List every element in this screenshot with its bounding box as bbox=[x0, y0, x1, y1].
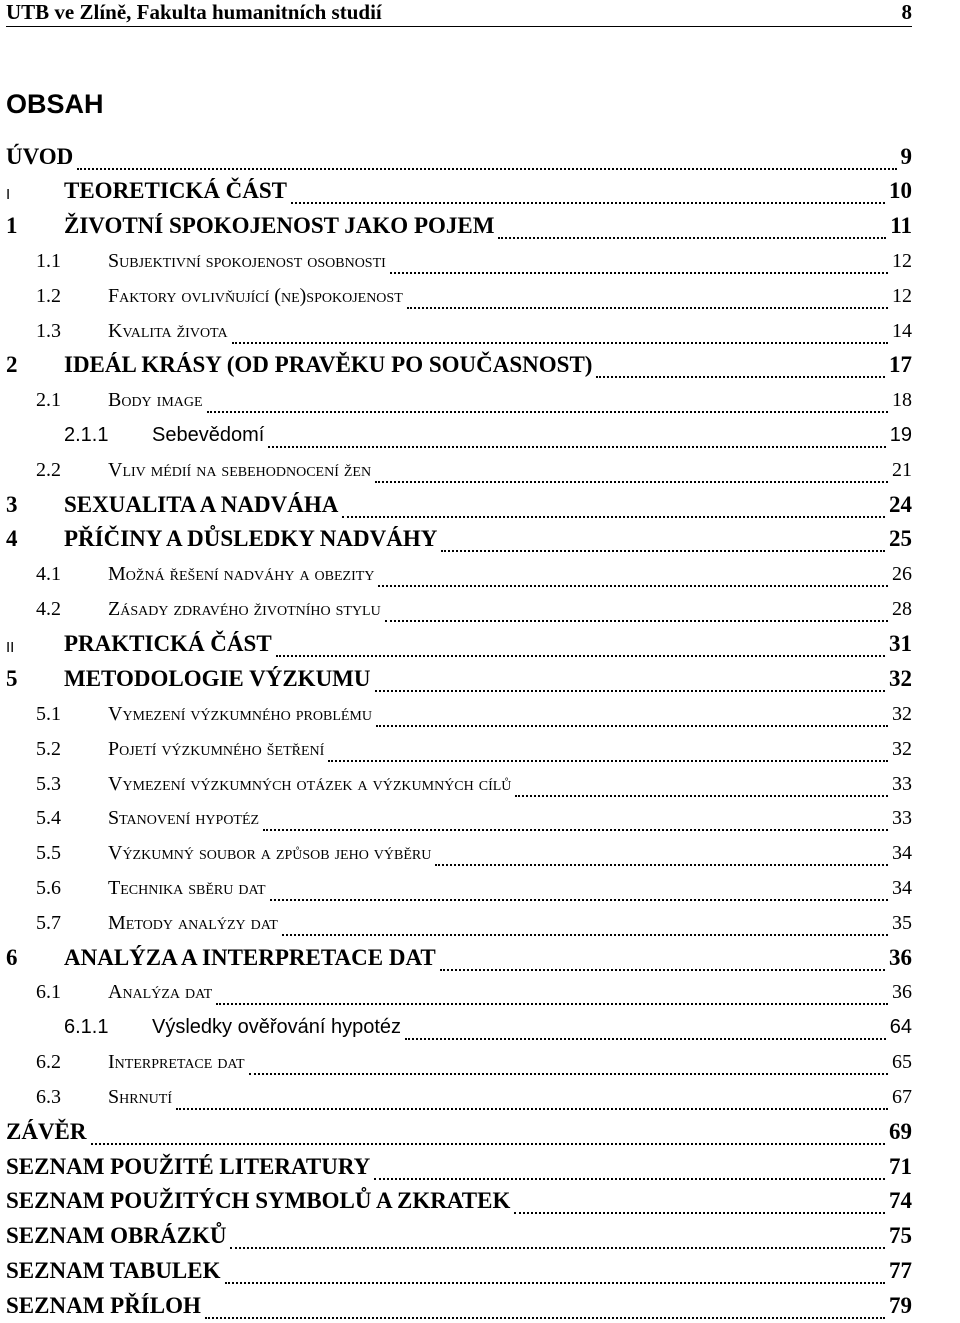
toc-entry-number: 5.6 bbox=[36, 877, 61, 899]
toc-entry-title: Stanovení hypotéz bbox=[108, 807, 260, 829]
toc-entry-page: 34 bbox=[892, 842, 912, 864]
dot-leader bbox=[375, 457, 888, 483]
toc-entry-title: IDEÁL KRÁSY (OD PRAVĚKU PO SOUČASNOST) bbox=[64, 352, 593, 377]
toc-entry-page: 25 bbox=[889, 526, 912, 551]
dot-leader bbox=[270, 875, 888, 901]
toc-entry[interactable] bbox=[0, 352, 912, 382]
toc-entry[interactable] bbox=[0, 213, 912, 243]
toc-entry[interactable] bbox=[0, 979, 912, 1009]
dot-leader bbox=[405, 1014, 886, 1040]
toc-entry-title: PŘÍČINY A DŮSLEDKY NADVÁHY bbox=[64, 526, 438, 551]
toc-entry-page: 65 bbox=[892, 1051, 912, 1073]
toc-entry-number: 5 bbox=[6, 666, 18, 691]
toc-entry-page: 36 bbox=[889, 945, 912, 970]
toc-entry-number: 1 bbox=[6, 213, 18, 238]
toc-entry-page: 12 bbox=[892, 250, 912, 272]
toc-entry-page: 32 bbox=[892, 703, 912, 725]
toc-entry-number: 2.1 bbox=[36, 389, 61, 411]
toc-entry-page: 19 bbox=[889, 424, 912, 446]
toc-entry-number: 6 bbox=[6, 945, 18, 970]
toc-entry[interactable] bbox=[0, 457, 912, 487]
toc-entry[interactable] bbox=[0, 1258, 912, 1288]
toc-entry-title: Faktory ovlivňující (ne)spokojenost bbox=[108, 285, 403, 307]
dot-leader bbox=[91, 1119, 885, 1145]
header-title: UTB ve Zlíně, Fakulta humanitních studií bbox=[6, 0, 382, 24]
toc-entry-number: II bbox=[6, 639, 15, 656]
dot-leader bbox=[374, 1154, 885, 1180]
toc-entry-page: 75 bbox=[889, 1223, 912, 1248]
toc-entry[interactable] bbox=[0, 492, 912, 522]
toc-entry-number: 5.3 bbox=[36, 773, 61, 795]
dot-leader bbox=[514, 1188, 885, 1214]
toc-entry-title: TEORETICKÁ ČÁST bbox=[64, 178, 288, 203]
toc-entry-number: 6.1.1 bbox=[64, 1016, 109, 1038]
dot-leader bbox=[385, 596, 888, 622]
toc-entry-title: Technika sběru dat bbox=[108, 877, 266, 899]
toc-entry-page: 24 bbox=[889, 492, 912, 517]
toc-entry-title: SEZNAM TABULEK bbox=[6, 1258, 221, 1283]
toc-entry-number: 2 bbox=[6, 352, 18, 377]
toc-entry[interactable] bbox=[0, 631, 912, 661]
dot-leader bbox=[176, 1084, 888, 1110]
toc-entry[interactable] bbox=[0, 945, 912, 975]
toc-entry-number: 5.5 bbox=[36, 842, 61, 864]
toc-entry[interactable] bbox=[0, 178, 912, 208]
toc-entry[interactable] bbox=[0, 422, 912, 452]
dot-leader bbox=[407, 283, 888, 309]
toc-entry[interactable] bbox=[0, 1154, 912, 1184]
toc-entry-page: 11 bbox=[890, 213, 912, 238]
toc-entry-title: Kvalita života bbox=[108, 320, 228, 342]
dot-leader bbox=[216, 979, 888, 1005]
toc-entry-page: 35 bbox=[892, 912, 912, 934]
toc-entry-number: 6.2 bbox=[36, 1051, 61, 1073]
toc-entry-page: 79 bbox=[889, 1293, 912, 1318]
toc-entry-page: 21 bbox=[892, 459, 912, 481]
dot-leader bbox=[498, 213, 886, 239]
toc-entry-title: Výzkumný soubor a způsob jeho výběru bbox=[108, 842, 432, 864]
dot-leader bbox=[342, 492, 885, 518]
toc-entry-title: PRAKTICKÁ ČÁST bbox=[64, 631, 272, 656]
toc-entry-title: ANALÝZA A INTERPRETACE DAT bbox=[64, 945, 436, 970]
toc-entry-page: 77 bbox=[889, 1258, 912, 1283]
toc-entry-page: 67 bbox=[892, 1086, 912, 1108]
dot-leader bbox=[440, 945, 885, 971]
toc-entry-title: Zásady zdravého životního stylu bbox=[108, 598, 381, 620]
toc-entry[interactable] bbox=[0, 1014, 912, 1044]
toc-entry-page: 36 bbox=[892, 981, 912, 1003]
dot-leader bbox=[390, 248, 888, 274]
toc-entry-page: 69 bbox=[889, 1119, 912, 1144]
toc-entry-title: Vliv médií na sebehodnocení žen bbox=[108, 459, 372, 481]
toc-entry-page: 12 bbox=[892, 285, 912, 307]
toc-entry[interactable] bbox=[0, 387, 912, 417]
toc-entry[interactable] bbox=[0, 596, 912, 626]
toc-entry-page: 33 bbox=[892, 773, 912, 795]
toc-entry-page: 17 bbox=[889, 352, 912, 377]
toc-heading: OBSAH bbox=[6, 89, 104, 119]
dot-leader bbox=[435, 840, 888, 866]
toc-entry-number: 5.4 bbox=[36, 807, 61, 829]
toc-entry-title: Interpretace dat bbox=[108, 1051, 245, 1073]
toc-entry-number: 4.1 bbox=[36, 563, 61, 585]
dot-leader bbox=[225, 1258, 885, 1284]
toc-entry-title: ŽIVOTNÍ SPOKOJENOST JAKO POJEM bbox=[64, 213, 495, 238]
toc-entry-title: Subjektivní spokojenost osobnosti bbox=[108, 250, 386, 272]
toc-entry-page: 34 bbox=[892, 877, 912, 899]
toc-entry[interactable] bbox=[0, 736, 912, 766]
toc-entry[interactable] bbox=[0, 318, 912, 348]
dot-leader bbox=[328, 736, 888, 762]
toc-entry-number: I bbox=[6, 186, 11, 203]
toc-entry-title: SEZNAM OBRÁZKŮ bbox=[6, 1223, 227, 1248]
toc-entry-title: Výsledky ověřování hypotéz bbox=[152, 1016, 402, 1038]
toc-entry-number: 1.2 bbox=[36, 285, 61, 307]
toc-entry-title: Analýza dat bbox=[108, 981, 213, 1003]
toc-entry-title: ÚVOD bbox=[6, 144, 74, 169]
toc-entry[interactable] bbox=[0, 283, 912, 313]
toc-entry-number: 6.1 bbox=[36, 981, 61, 1003]
dot-leader bbox=[291, 178, 885, 204]
toc-entry[interactable] bbox=[0, 1223, 912, 1253]
toc-entry-page: 28 bbox=[892, 598, 912, 620]
dot-leader bbox=[378, 561, 888, 587]
toc-entry-number: 5.7 bbox=[36, 912, 61, 934]
toc-entry-page: 9 bbox=[900, 144, 912, 169]
toc-entry-page: 64 bbox=[889, 1016, 912, 1038]
toc-entry-title: ZÁVĚR bbox=[6, 1119, 87, 1144]
dot-leader bbox=[515, 771, 888, 797]
toc-entry[interactable] bbox=[0, 1084, 912, 1114]
toc-entry-page: 26 bbox=[892, 563, 912, 585]
toc-entry[interactable] bbox=[0, 701, 912, 731]
toc-entry[interactable] bbox=[0, 144, 912, 174]
toc-entry-title: SEZNAM PŘÍLOH bbox=[6, 1293, 201, 1318]
toc-entry[interactable] bbox=[0, 561, 912, 591]
toc-entry-number: 5.1 bbox=[36, 703, 61, 725]
toc-entry[interactable] bbox=[0, 526, 912, 556]
dot-leader bbox=[232, 318, 888, 344]
toc-entry-title: Možná řešení nadváhy a obezity bbox=[108, 563, 375, 585]
dot-leader bbox=[375, 666, 886, 692]
toc-entry-page: 74 bbox=[889, 1188, 912, 1213]
dot-leader bbox=[249, 1049, 888, 1075]
toc-entry-number: 6.3 bbox=[36, 1086, 61, 1108]
toc-entry-title: Vymezení výzkumných otázek a výzkumných cílů bbox=[108, 773, 512, 795]
dot-leader bbox=[596, 352, 885, 378]
toc-entry-number: 1.1 bbox=[36, 250, 61, 272]
dot-leader bbox=[276, 631, 885, 657]
toc-entry-number: 2.1.1 bbox=[64, 424, 109, 446]
toc-entry-title: Metody analýzy dat bbox=[108, 912, 278, 934]
toc-entry[interactable] bbox=[0, 1119, 912, 1149]
toc-entry-title: Vymezení výzkumného problému bbox=[108, 703, 372, 725]
dot-leader bbox=[263, 805, 888, 831]
toc-entry[interactable] bbox=[0, 248, 912, 278]
toc-entry[interactable] bbox=[0, 805, 912, 835]
toc-entry-title: Shrnutí bbox=[108, 1086, 173, 1108]
dot-leader bbox=[205, 1293, 885, 1319]
toc-entry-page: 31 bbox=[889, 631, 912, 656]
toc-entry-page: 71 bbox=[889, 1154, 912, 1179]
dot-leader bbox=[376, 701, 888, 727]
toc-entry[interactable] bbox=[0, 1049, 912, 1079]
toc-entry-number: 2.2 bbox=[36, 459, 61, 481]
toc-entry-number: 4.2 bbox=[36, 598, 61, 620]
toc-entry-page: 32 bbox=[889, 666, 912, 691]
toc-entry-number: 1.3 bbox=[36, 320, 61, 342]
toc-entry-title: SEZNAM POUŽITÉ LITERATURY bbox=[6, 1154, 371, 1179]
toc-entry-title: Sebevědomí bbox=[152, 424, 265, 446]
header-page-number: 8 bbox=[901, 0, 912, 24]
toc-entry-page: 18 bbox=[892, 389, 912, 411]
toc-entry-title: METODOLOGIE VÝZKUMU bbox=[64, 666, 371, 691]
toc-entry[interactable] bbox=[0, 875, 912, 905]
toc-entry-title: Pojetí výzkumného šetření bbox=[108, 738, 325, 760]
toc-entry[interactable] bbox=[0, 840, 912, 870]
toc-entry-page: 10 bbox=[889, 178, 912, 203]
toc-entry[interactable] bbox=[0, 1188, 912, 1218]
dot-leader bbox=[207, 387, 888, 413]
toc-entry-page: 32 bbox=[892, 738, 912, 760]
toc-entry[interactable] bbox=[0, 666, 912, 696]
dot-leader bbox=[268, 422, 885, 448]
toc-entry[interactable] bbox=[0, 1293, 912, 1323]
toc-entry-title: SEZNAM POUŽITÝCH SYMBOLŮ A ZKRATEK bbox=[6, 1188, 511, 1213]
dot-leader bbox=[441, 526, 885, 552]
toc-entry-number: 4 bbox=[6, 526, 18, 551]
dot-leader bbox=[282, 910, 888, 936]
toc-entry[interactable] bbox=[0, 910, 912, 940]
toc-entry-number: 3 bbox=[6, 492, 18, 517]
dot-leader bbox=[77, 144, 896, 170]
toc-entry-page: 33 bbox=[892, 807, 912, 829]
toc-entry-page: 14 bbox=[892, 320, 912, 342]
toc-entry-title: Body image bbox=[108, 389, 203, 411]
toc-entry-number: 5.2 bbox=[36, 738, 61, 760]
dot-leader bbox=[230, 1223, 885, 1249]
toc-entry[interactable] bbox=[0, 771, 912, 801]
toc-entry-title: SEXUALITA A NADVÁHA bbox=[64, 492, 339, 517]
